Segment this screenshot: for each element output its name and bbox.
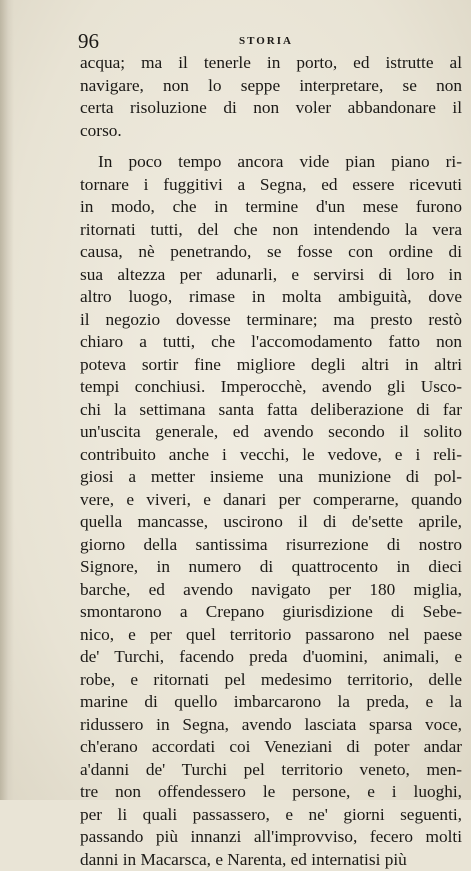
text-line: chiaro a tutti, che l'accomodamento fatto non (80, 331, 462, 354)
text-line: corso. (80, 120, 462, 143)
text-line: danni in Macarsca, e Narenta, ed internatisi più (80, 849, 462, 871)
text-line: certa risoluzione di non voler abbandonare il (80, 97, 462, 120)
page-header (78, 30, 454, 52)
text-line: poteva sortir fine migliore degli altri in altri (80, 354, 462, 377)
text-line: barche, ed avendo navigato per 180 miglia, (80, 579, 462, 602)
page-number: 96 (78, 30, 99, 52)
text-line: chi la settimana santa fatta deliberazione di far (80, 399, 462, 422)
text-line: robe, e ritornati pel medesimo territorio, delle (80, 669, 462, 692)
page-gutter-shadow (0, 0, 14, 800)
text-line: vere, e viveri, e danari per comperarne, quando (80, 489, 462, 512)
text-line: altro luogo, rimase in molta ambiguità, dove (80, 286, 462, 309)
text-line: acqua; ma il tenerle in porto, ed istrutte al (80, 52, 462, 75)
paragraph-gap (80, 142, 462, 151)
text-line: un'uscita generale, ed avendo secondo il solito (80, 421, 462, 444)
text-line: giosi a metter insieme una munizione di pol- (80, 466, 462, 489)
text-line: nico, e per quel territorio passarono nel paese (80, 624, 462, 647)
text-line: marine di quello imbarcarono la preda, e la (80, 691, 462, 714)
text-line: quella mancasse, uscirono il di de'sette aprile, (80, 511, 462, 534)
paragraph (80, 52, 462, 142)
text-line: per li quali passassero, e ne' giorni seguenti, (80, 804, 462, 827)
text-line: ridussero in Segna, avendo lasciata sparsa voce, (80, 714, 462, 737)
running-title: STORIA (78, 35, 454, 47)
paragraph (80, 151, 462, 871)
text-line: navigare, non lo seppe interpretare, se non (80, 75, 462, 98)
text-line: de' Turchi, facendo preda d'uomini, animali, e (80, 646, 462, 669)
text-line: a'danni de' Turchi pel territorio veneto, men- (80, 759, 462, 782)
text-line: in modo, che in termine d'un mese furono (80, 196, 462, 219)
text-line: In poco tempo ancora vide pian piano ri- (80, 151, 462, 174)
body-text (80, 52, 462, 871)
text-line: tornare i fuggitivi a Segna, ed essere ricevuti (80, 174, 462, 197)
text-line: tempi conchiusi. Imperocchè, avendo gli Usco- (80, 376, 462, 399)
text-line: giorno della santissima risurrezione di nostro (80, 534, 462, 557)
text-line: Signore, in numero di quattrocento in dieci (80, 556, 462, 579)
text-line: contribuito anche i vecchi, le vedove, e i reli- (80, 444, 462, 467)
text-line: sua altezza per adunarli, e servirsi di loro in (80, 264, 462, 287)
text-line: ritornati tutti, del che non intendendo la vera (80, 219, 462, 242)
text-line: ch'erano accordati coi Veneziani di poter andar (80, 736, 462, 759)
text-line: smontarono a Crepano giurisdizione di Sebe- (80, 601, 462, 624)
text-line: passando più innanzi all'improvviso, fecero molti (80, 826, 462, 849)
text-line: causa, nè penetrando, se fosse con ordine di (80, 241, 462, 264)
text-line: il negozio dovesse terminare; ma presto restò (80, 309, 462, 332)
text-line: tre non offendessero le persone, e i luoghi, (80, 781, 462, 804)
